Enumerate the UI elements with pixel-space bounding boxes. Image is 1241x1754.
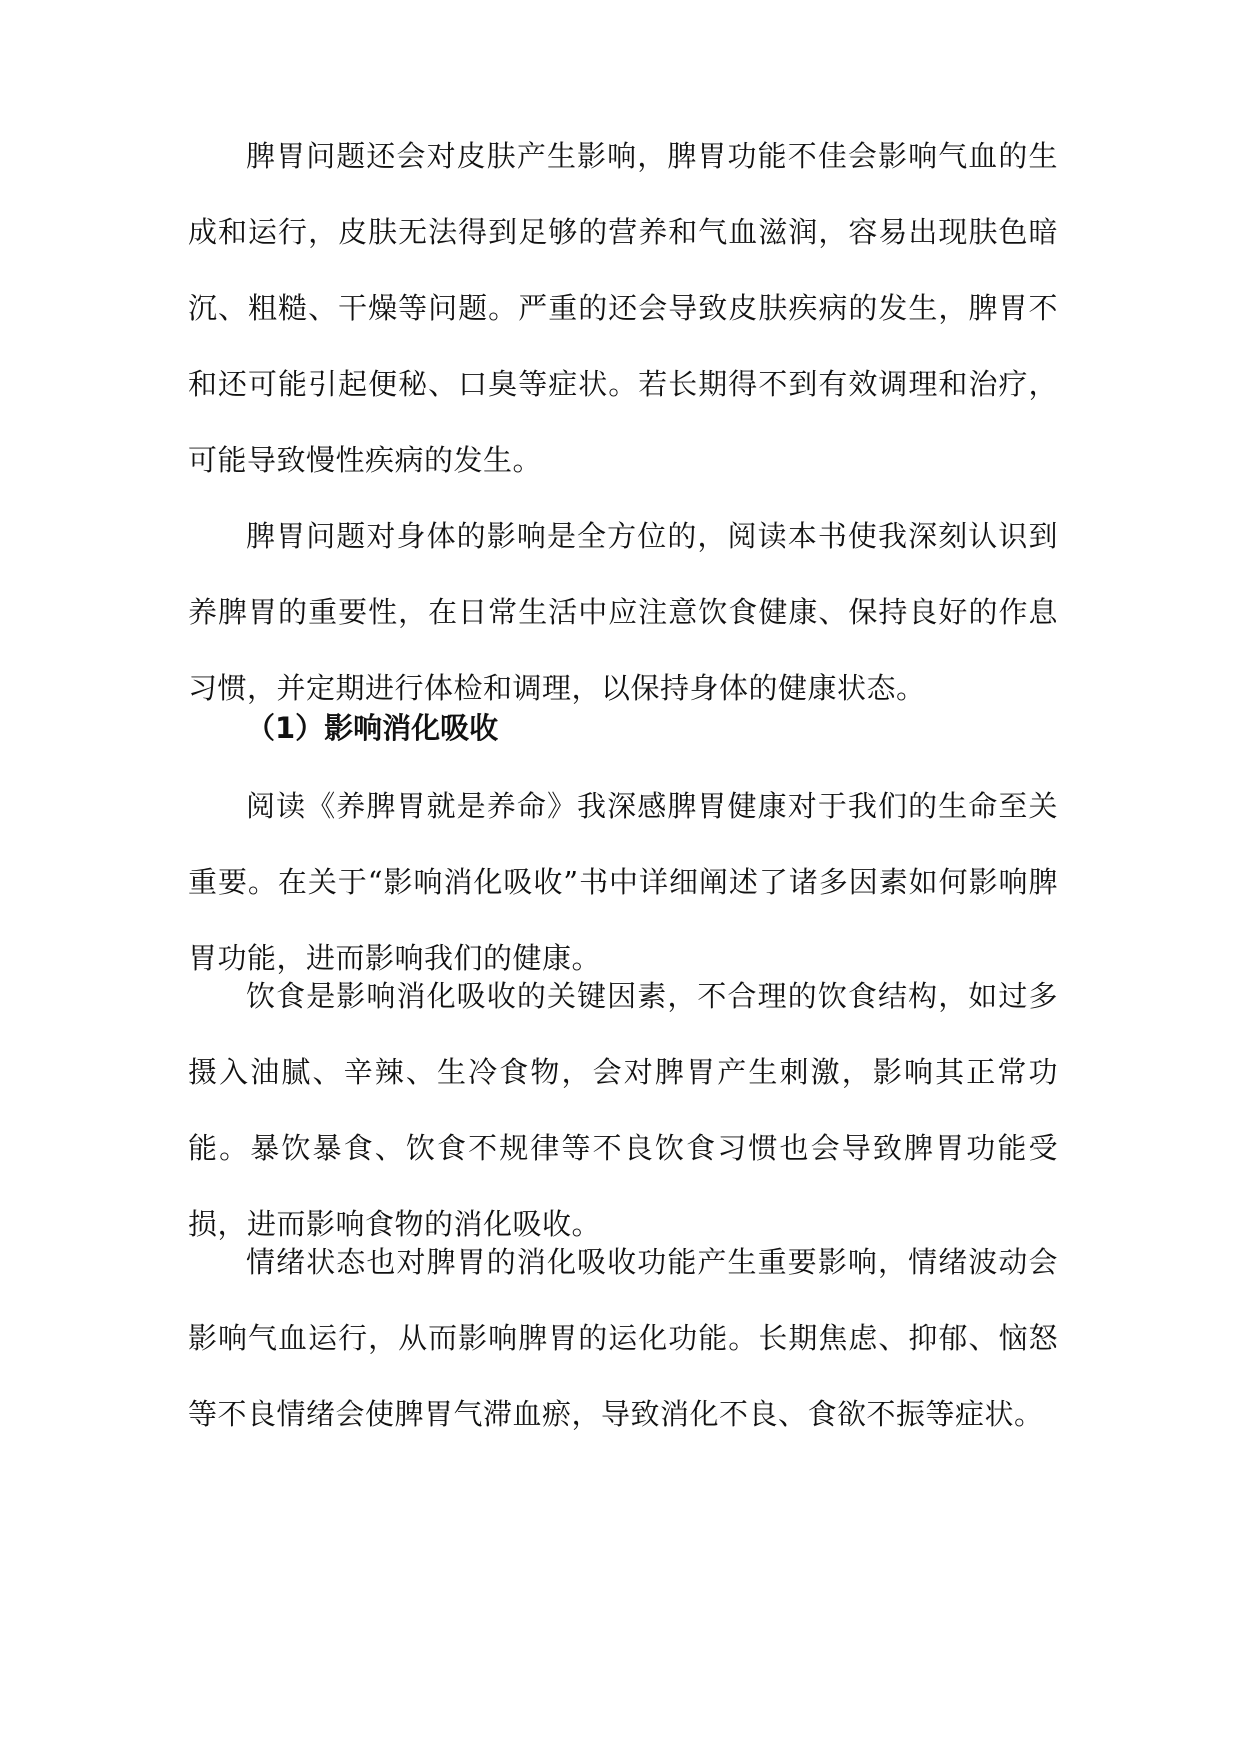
section-heading: （1）影响消化吸收 [246,711,499,745]
paragraph-reading-reflection: 阅读《养脾胃就是养命》我深感脾胃健康对于我们的生命至关重要。在关于“影响消化吸收”书中详细阐述了诸多因素如何影响脾胃功能，进而影响我们的健康。 [188,789,1058,975]
paragraph-overall-impact: 脾胃问题对身体的影响是全方位的，阅读本书使我深刻认识到养脾胃的重要性，在日常生活中应注意饮食健康、保持良好的作息习惯，并定期进行体检和调理，以保持身体的健康状态。 [188,519,1058,705]
paragraph-emotion-factor: 情绪状态也对脾胃的消化吸收功能产生重要影响，情绪波动会影响气血运行，从而影响脾胃的运化功能。长期焦虑、抑郁、恼怒等不良情绪会使脾胃气滞血瘀，导致消化不良、食欲不振等症状。 [188,1245,1058,1431]
paragraph-diet-factor: 饮食是影响消化吸收的关键因素，不合理的饮食结构，如过多摄入油腻、辛辣、生冷食物，会对脾胃产生刺激，影响其正常功能。暴饮暴食、饮食不规律等不良饮食习惯也会导致脾胃功能受损，进而影响食物的消化吸收。 [188,979,1058,1241]
paragraph-skin-effects: 脾胃问题还会对皮肤产生影响，脾胃功能不佳会影响气血的生成和运行，皮肤无法得到足够的营养和气血滋润，容易出现肤色暗沉、粗糙、干燥等问题。严重的还会导致皮肤疾病的发生，脾胃不和还可能引起便秘、口臭等症状。若长期得不到有效调理和治疗，可能导致慢性疾病的发生。 [188,139,1058,477]
